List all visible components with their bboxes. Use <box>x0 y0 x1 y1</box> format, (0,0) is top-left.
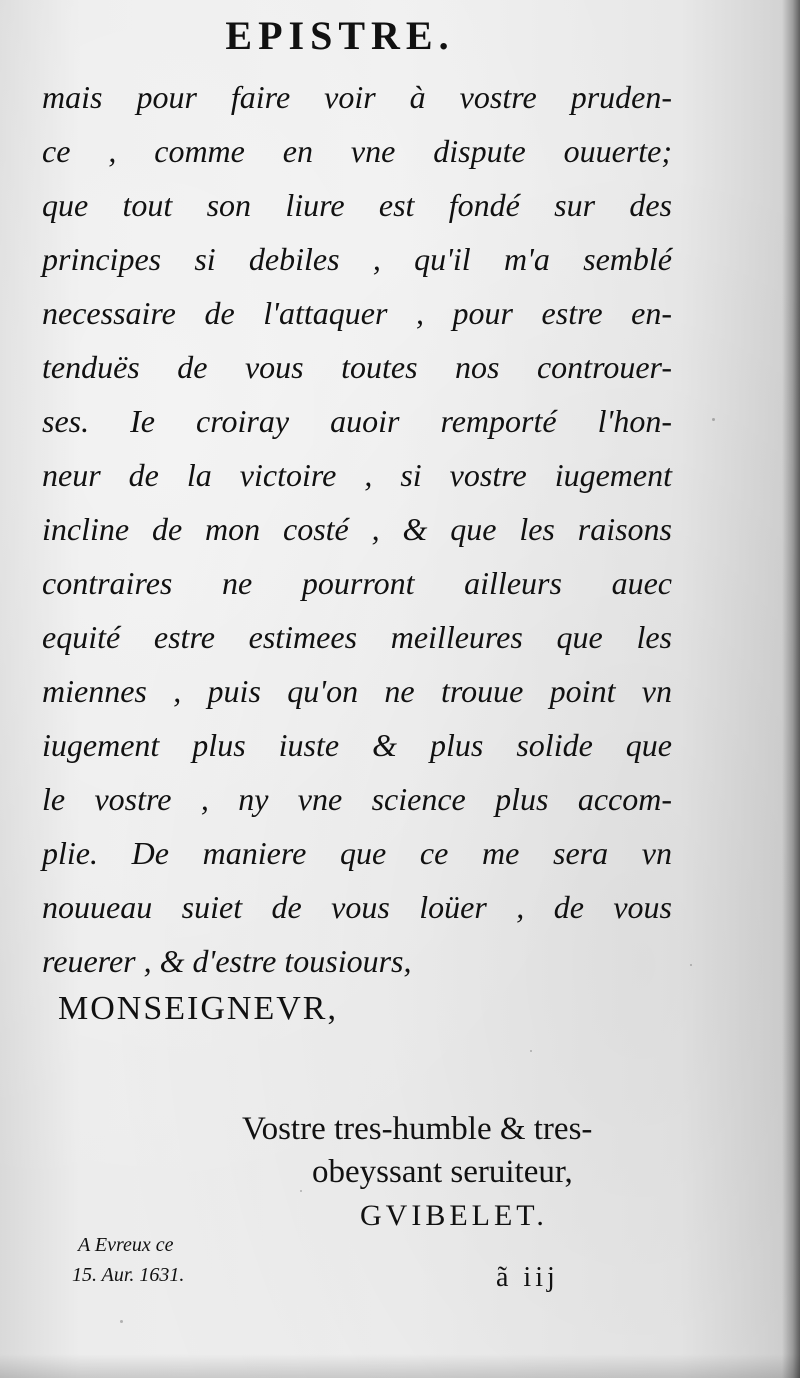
body-line-4: principes si debiles , qu'il m'a semblé <box>42 241 672 277</box>
signature-line-2: obeyssant seruiteur, <box>312 1154 573 1190</box>
paper-speck <box>712 418 715 421</box>
body-line-5: necessaire de l'attaquer , pour estre en- <box>42 295 672 331</box>
body-line-12: miennes , puis qu'on ne trouue point vn <box>42 673 672 709</box>
body-line-17: reuerer , & d'estre tousiours, <box>42 943 412 979</box>
signature-mark: ã iij <box>496 1262 559 1293</box>
body-line-7: ses. Ie croiray auoir remporté l'hon- <box>42 403 672 439</box>
body-line-13: iugement plus iuste & plus solide que <box>42 727 672 763</box>
paper-speck <box>300 1190 302 1192</box>
body-line-1: mais pour faire voir à vostre pruden- <box>42 79 672 115</box>
date-line-2: 15. Aur. 1631. <box>72 1264 185 1286</box>
signature-name: GVIBELET. <box>360 1199 548 1232</box>
running-header: EPISTRE. <box>225 13 455 58</box>
paper-speck <box>120 1320 123 1323</box>
paper-speck <box>530 1050 532 1052</box>
body-line-16: nouueau suiet de vous loüer , de vous <box>42 889 672 925</box>
signature-block <box>242 1108 682 1237</box>
page-edge-shadow-bottom <box>0 1354 800 1378</box>
salutation: MONSEIGNEVR, <box>58 990 338 1027</box>
paper-speck <box>690 964 692 966</box>
letter-body <box>42 70 672 988</box>
body-line-6: tenduës de vous toutes nos controuer- <box>42 349 672 385</box>
body-line-10: contraires ne pourront ailleurs auec <box>42 565 672 601</box>
signature-line-1: Vostre tres-humble & tres- <box>242 1111 593 1147</box>
page-edge-shadow-right <box>782 0 800 1378</box>
body-line-9: incline de mon costé , & que les raisons <box>42 511 672 547</box>
body-line-11: equité estre estimees meilleures que les <box>42 619 672 655</box>
body-line-14: le vostre , ny vne science plus accom- <box>42 781 672 817</box>
body-line-2: ce , comme en vne dispute ouuerte; <box>42 133 672 169</box>
date-line-1: A Evreux ce <box>78 1234 174 1256</box>
body-line-8: neur de la victoire , si vostre iugement <box>42 457 672 493</box>
body-line-15: plie. De maniere que ce me sera vn <box>42 835 672 871</box>
date-block <box>72 1230 184 1290</box>
body-line-3: que tout son liure est fondé sur des <box>42 187 672 223</box>
